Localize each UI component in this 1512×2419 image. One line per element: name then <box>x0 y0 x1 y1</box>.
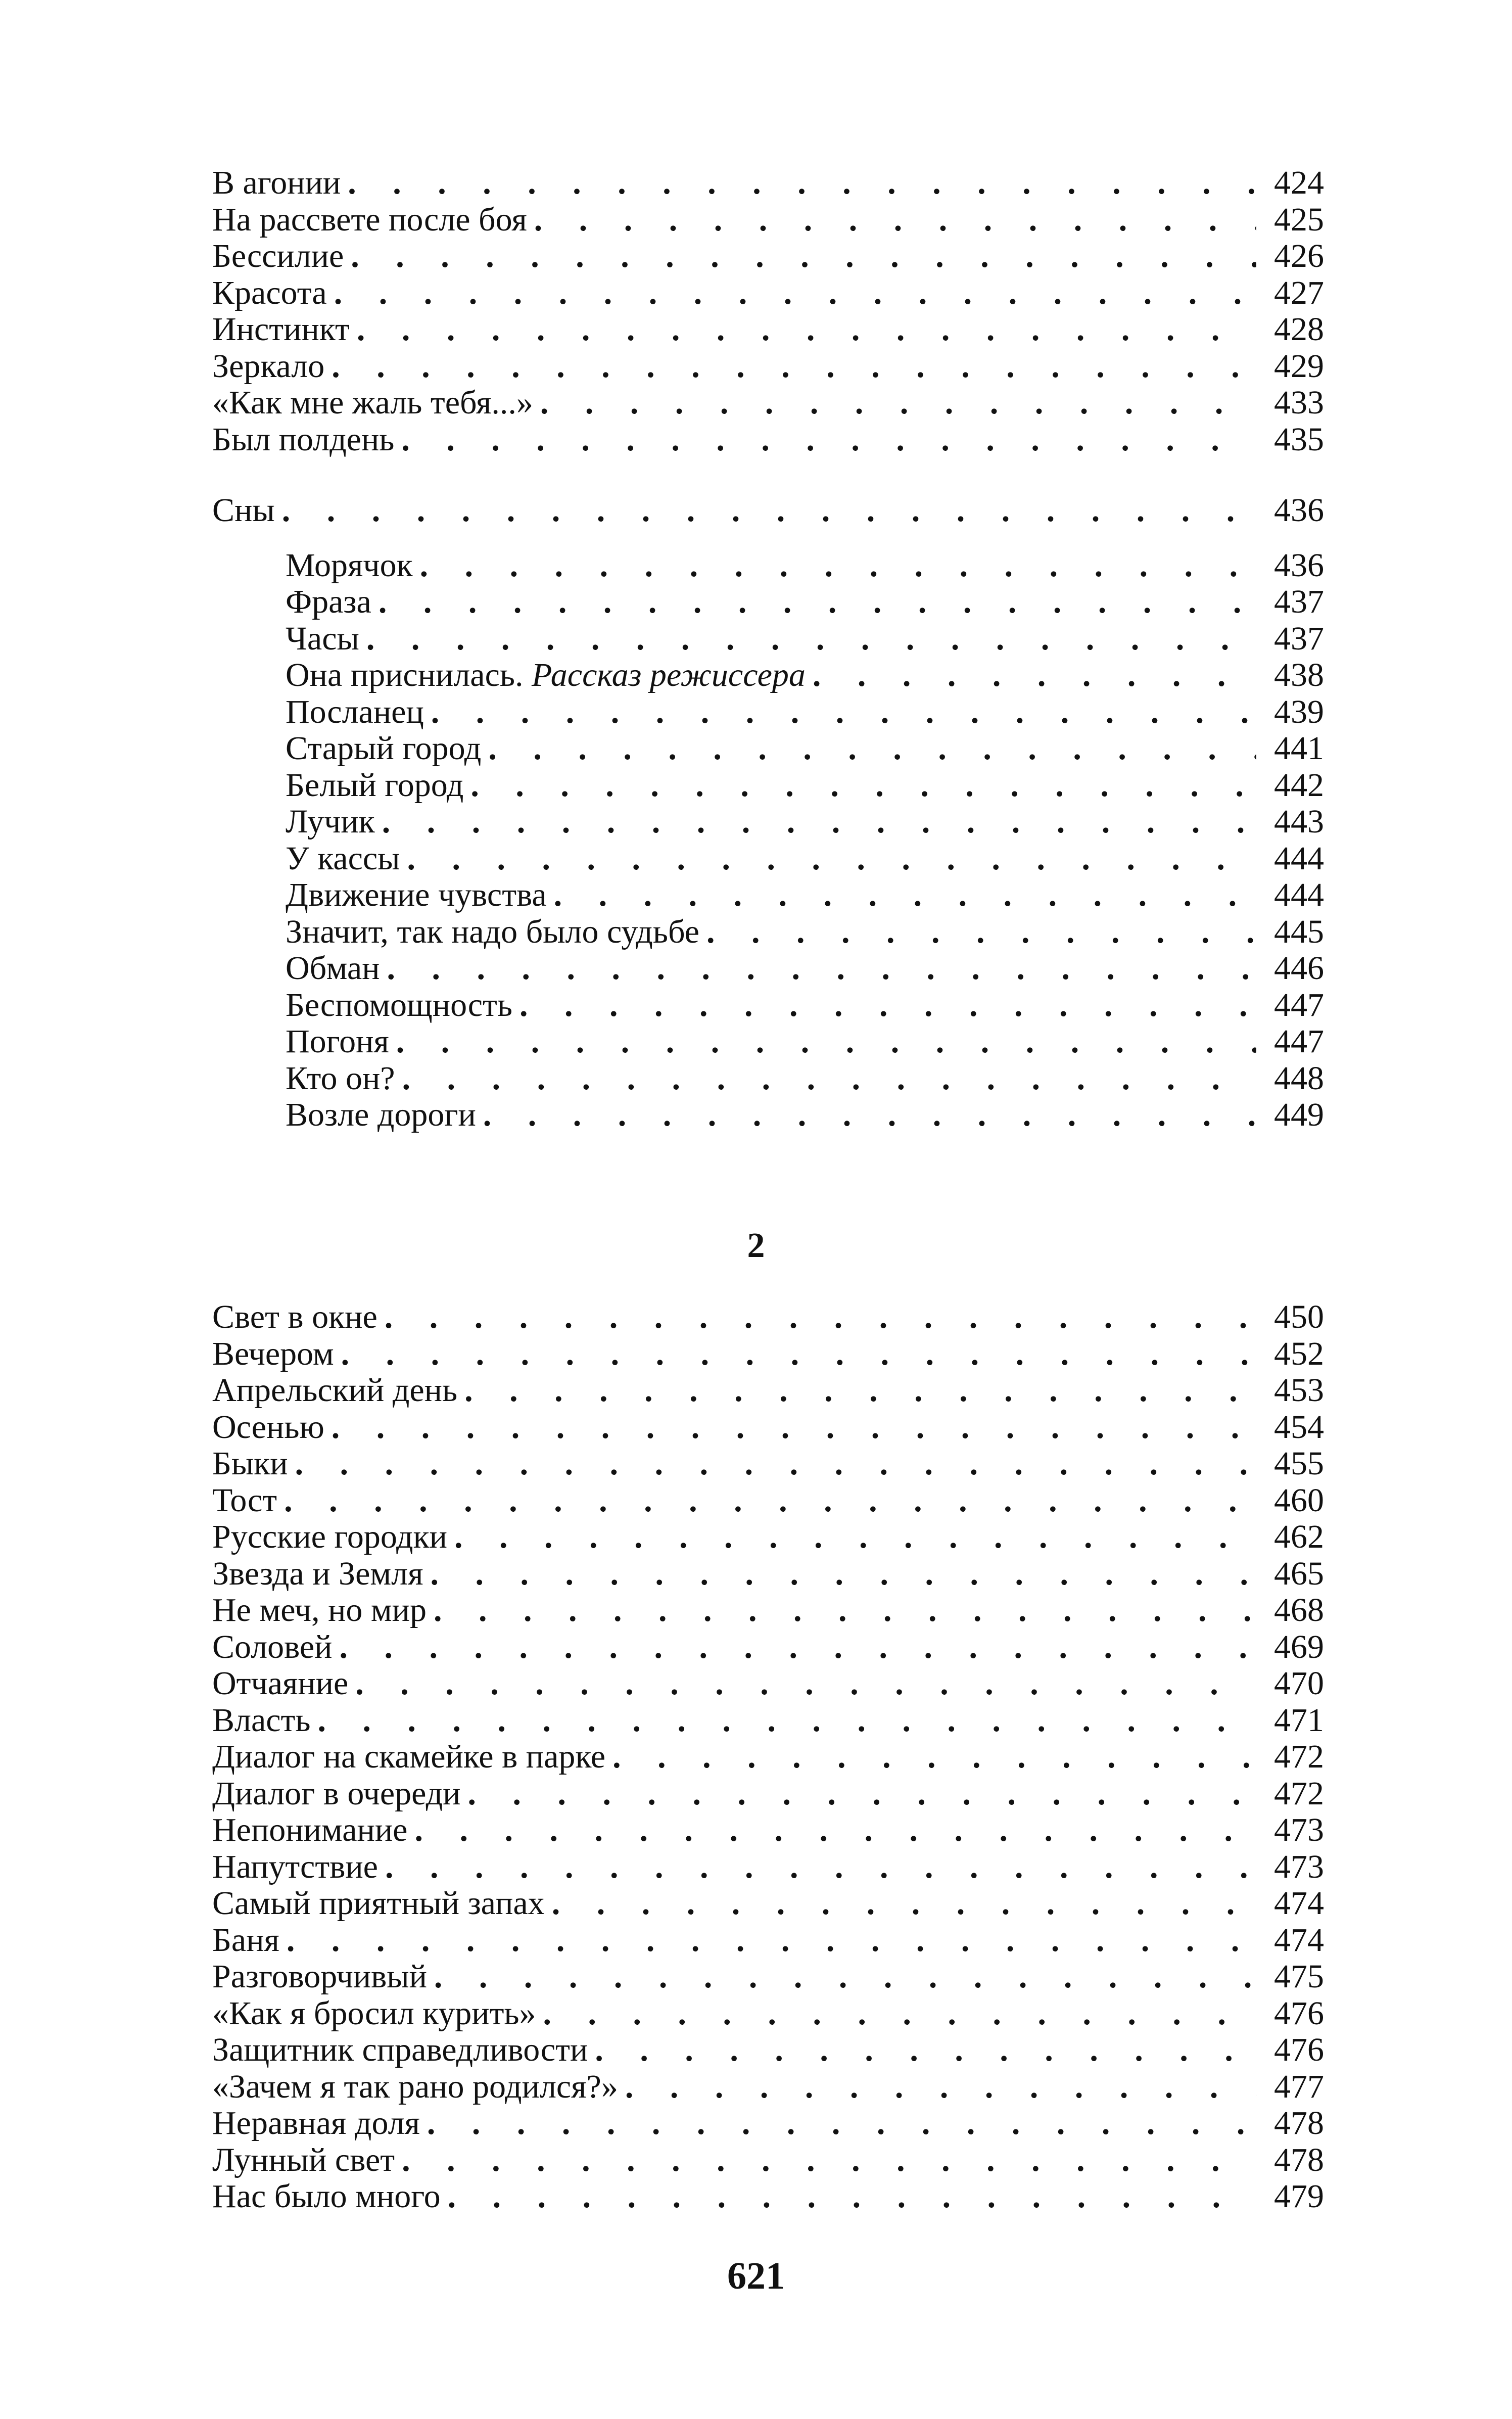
toc-entry-page: 428 <box>1274 311 1324 348</box>
toc-entry <box>212 2142 1324 2179</box>
toc-sub-entry <box>212 767 1324 804</box>
leader-dots <box>396 1024 1256 1060</box>
toc-entry-title: Отчаяние <box>212 1665 349 1702</box>
leader-dots <box>295 1446 1256 1482</box>
leader-dots <box>595 2032 1256 2069</box>
toc-entry-title <box>286 657 806 694</box>
toc-entry-title: Нас было много <box>212 2178 441 2215</box>
toc-section-title: Сны <box>212 492 275 529</box>
toc-entry <box>212 238 1324 275</box>
toc-entry-title: Старый город <box>286 730 482 767</box>
toc-entry-title: Фраза <box>286 583 371 620</box>
toc-entry-title: Апрельский день <box>212 1372 458 1409</box>
leader-dots <box>402 2142 1256 2179</box>
page-number: 621 <box>727 2255 785 2297</box>
toc-entry-title: Беспомощность <box>286 986 512 1024</box>
toc-entry-page: 443 <box>1274 803 1324 840</box>
part-number-heading: 2 <box>747 1226 765 1265</box>
toc-entry-title: «Как я бросил курить» <box>212 1994 536 2032</box>
leader-dots <box>625 2069 1256 2106</box>
toc-entry <box>212 1592 1324 1629</box>
toc-entry-title: Обман <box>286 950 380 987</box>
toc-sub-entry <box>212 804 1324 841</box>
toc-entry <box>212 1702 1324 1739</box>
toc-part-2 <box>212 1299 1324 2215</box>
toc-entry-title: Самый приятный запах <box>212 1885 545 1922</box>
toc-entry-title: Соловей <box>212 1628 333 1665</box>
leader-dots <box>334 275 1256 312</box>
toc-entry-page: 447 <box>1274 986 1324 1024</box>
toc-entry-page: 445 <box>1274 913 1324 950</box>
toc-entry <box>212 1922 1324 1959</box>
toc-entry-title: Движение чувства <box>286 876 547 913</box>
toc-entry-page: 462 <box>1274 1518 1324 1555</box>
toc-entry-page: 465 <box>1274 1555 1324 1592</box>
leader-dots <box>414 1812 1256 1849</box>
leader-dots <box>407 841 1256 877</box>
toc-entry-title: Посланец <box>286 693 424 730</box>
leader-dots <box>706 914 1256 951</box>
toc-sub-entry <box>212 621 1324 658</box>
toc-entry <box>212 1482 1324 1519</box>
toc-entry-title: Морячок <box>286 546 413 584</box>
toc-entry-page: 453 <box>1274 1372 1324 1409</box>
toc-entry-page: 435 <box>1274 421 1324 458</box>
leader-dots <box>534 202 1256 239</box>
toc-entry-title: Кто он? <box>286 1059 395 1097</box>
toc-entry-title: Защитник справедливости <box>212 2031 588 2068</box>
toc-entry-title: Не меч, но мир <box>212 1592 427 1629</box>
leader-dots <box>382 804 1256 841</box>
leader-dots <box>385 1299 1256 1336</box>
toc-entry <box>212 1885 1324 1922</box>
leader-dots <box>287 1922 1256 1959</box>
leader-dots <box>385 1849 1256 1886</box>
toc-entry-page: 476 <box>1274 2031 1324 2068</box>
leader-dots <box>366 621 1256 658</box>
leader-dots <box>464 1372 1256 1409</box>
toc-entry-page: 429 <box>1274 347 1324 385</box>
toc-entry-page: 441 <box>1274 730 1324 767</box>
leader-dots <box>470 767 1256 804</box>
leader-dots <box>519 987 1256 1024</box>
toc-entry-title: Разговорчивый <box>212 1958 427 1995</box>
toc-entry <box>212 1849 1324 1886</box>
leader-dots <box>483 1097 1256 1134</box>
toc-entry-page: 474 <box>1274 1921 1324 1959</box>
toc-entry-title: Осенью <box>212 1408 324 1446</box>
toc-entry-page: 471 <box>1274 1701 1324 1739</box>
toc-entry-title: Диалог на скамейке в парке <box>212 1738 606 1775</box>
toc-entry-title: У кассы <box>286 840 400 877</box>
toc-entry-page: 477 <box>1274 2068 1324 2105</box>
toc-entry-page: 476 <box>1274 1994 1324 2032</box>
toc-sub-entry <box>212 547 1324 584</box>
toc-entry-title: «Как мне жаль тебя...» <box>212 384 533 421</box>
toc-entry <box>212 2032 1324 2069</box>
toc-entry-page: 472 <box>1274 1738 1324 1775</box>
toc-entry <box>212 2178 1324 2215</box>
leader-dots <box>420 547 1256 584</box>
toc-entry-title: Возле дороги <box>286 1096 476 1133</box>
toc-entry-page: 444 <box>1274 840 1324 877</box>
toc-part-1 <box>212 165 1324 1134</box>
toc-entry-page: 473 <box>1274 1811 1324 1848</box>
toc-entry <box>212 165 1324 202</box>
leader-dots <box>332 1409 1256 1446</box>
toc-entry-page: 478 <box>1274 2141 1324 2178</box>
toc-entry-page: 475 <box>1274 1958 1324 1995</box>
toc-entry-title-italic: Рассказ режиссера <box>531 657 806 693</box>
toc-entry <box>212 422 1324 458</box>
toc-entry <box>212 1519 1324 1556</box>
toc-entry-title: Свет в окне <box>212 1298 377 1335</box>
toc-entry-title: Белый город <box>286 766 464 804</box>
toc-section-page: 436 <box>1274 492 1324 529</box>
leader-dots <box>552 1885 1256 1922</box>
toc-entry-page: 455 <box>1274 1445 1324 1482</box>
toc-entry-page: 478 <box>1274 2105 1324 2142</box>
leader-dots <box>341 1336 1256 1373</box>
leader-dots <box>348 165 1256 202</box>
toc-entry-page: 448 <box>1274 1059 1324 1097</box>
leader-dots <box>448 2178 1256 2215</box>
leader-dots <box>434 1592 1256 1629</box>
toc-entry-page: 436 <box>1274 546 1324 584</box>
toc-sub-entry <box>212 694 1324 731</box>
toc-entry <box>212 1446 1324 1482</box>
toc-sub-entry <box>212 1024 1324 1060</box>
toc-entry-page: 425 <box>1274 201 1324 238</box>
toc-entry-title: Часы <box>286 620 359 657</box>
leader-dots <box>554 877 1256 914</box>
toc-entry-title: Был полдень <box>212 421 395 458</box>
toc-sub-entry <box>212 841 1324 877</box>
toc-entry-page: 437 <box>1274 583 1324 620</box>
leader-dots <box>282 492 1256 529</box>
toc-entry-title: Напутствие <box>212 1848 378 1885</box>
toc-entry-title: Инстинкт <box>212 311 350 348</box>
leader-dots <box>401 422 1256 458</box>
toc-entry-page: 473 <box>1274 1848 1324 1885</box>
toc-entry-title: «Зачем я так рано родился?» <box>212 2068 618 2105</box>
toc-entry <box>212 1629 1324 1666</box>
toc-entry <box>212 348 1324 385</box>
toc-entry-title: Непонимание <box>212 1811 408 1848</box>
toc-entry-page: 452 <box>1274 1335 1324 1372</box>
toc-entry <box>212 1336 1324 1373</box>
toc-sub-entry <box>212 877 1324 914</box>
leader-dots <box>488 730 1256 767</box>
toc-entry-page: 469 <box>1274 1628 1324 1665</box>
toc-entry-title: Красота <box>212 274 327 311</box>
toc-entry-page: 426 <box>1274 238 1324 274</box>
toc-entry <box>212 1665 1324 1702</box>
toc-entry-page: 447 <box>1274 1023 1324 1060</box>
leader-dots <box>540 385 1256 422</box>
leader-dots <box>612 1739 1256 1776</box>
toc-entry-page: 470 <box>1274 1665 1324 1702</box>
toc-entry-title: Тост <box>212 1481 277 1519</box>
toc-entry-page: 450 <box>1274 1298 1324 1335</box>
toc-sub-entry <box>212 1097 1324 1134</box>
toc-sub-entry <box>212 657 1324 694</box>
toc-entry <box>212 1299 1324 1336</box>
toc-entry-page: 460 <box>1274 1481 1324 1519</box>
toc-entry <box>212 1372 1324 1409</box>
leader-dots <box>427 2105 1256 2142</box>
toc-entry-page: 468 <box>1274 1592 1324 1629</box>
toc-entry <box>212 1409 1324 1446</box>
toc-entry-page: 442 <box>1274 766 1324 804</box>
toc-entry-title: Русские городки <box>212 1518 447 1555</box>
toc-entry-title: Быки <box>212 1445 288 1482</box>
toc-entry-page: 424 <box>1274 164 1324 201</box>
leader-dots <box>339 1629 1256 1666</box>
toc-sub-entry <box>212 987 1324 1024</box>
toc-entry <box>212 1556 1324 1593</box>
leader-dots <box>454 1519 1256 1556</box>
toc-entry <box>212 202 1324 239</box>
toc-sub-entry <box>212 914 1324 951</box>
toc-entry <box>212 1812 1324 1849</box>
toc-entry-title: Лунный свет <box>212 2141 395 2178</box>
toc-entry-page: 454 <box>1274 1408 1324 1446</box>
toc-entry-page: 444 <box>1274 876 1324 913</box>
toc-entry-title-roman: Она приснилась. <box>286 657 524 693</box>
toc-entry <box>212 385 1324 422</box>
leader-dots <box>434 1959 1256 1995</box>
toc-entry-page: 438 <box>1274 657 1324 693</box>
toc-entry <box>212 1995 1324 2032</box>
toc-entry-title: Значит, так надо было судьбе <box>286 913 699 950</box>
toc-sub-entry <box>212 584 1324 621</box>
toc-entry <box>212 1739 1324 1776</box>
leader-dots <box>468 1776 1257 1812</box>
toc-entry <box>212 311 1324 348</box>
toc-entry-title: Бессилие <box>212 238 344 274</box>
toc-entry-page: 433 <box>1274 384 1324 421</box>
leader-dots <box>357 311 1256 348</box>
toc-entry-title: Звезда и Земля <box>212 1555 423 1592</box>
leader-dots <box>387 950 1256 987</box>
toc-entry-title: Вечером <box>212 1335 334 1372</box>
toc-entry-title: Баня <box>212 1921 279 1959</box>
toc-entry-page: 474 <box>1274 1885 1324 1922</box>
leader-dots <box>318 1702 1257 1739</box>
toc-sub-entry <box>212 730 1324 767</box>
leader-dots <box>543 1995 1256 2032</box>
toc-entry <box>212 275 1324 312</box>
leader-dots <box>351 238 1256 275</box>
toc-entry-title: Власть <box>212 1701 311 1739</box>
leader-dots <box>379 584 1256 621</box>
toc-entry <box>212 2105 1324 2142</box>
leader-dots <box>430 1556 1256 1593</box>
leader-dots <box>355 1665 1256 1702</box>
toc-entry <box>212 2069 1324 2106</box>
toc-entry-page: 446 <box>1274 950 1324 987</box>
toc-entry-page: 427 <box>1274 274 1324 311</box>
toc-entry-page: 479 <box>1274 2178 1324 2215</box>
toc-entry-page: 472 <box>1274 1775 1324 1812</box>
toc-entry-page: 439 <box>1274 693 1324 730</box>
leader-dots <box>402 1060 1256 1097</box>
toc-entry <box>212 1959 1324 1995</box>
toc-sub-entry <box>212 950 1324 987</box>
toc-sub-entry <box>212 1060 1324 1097</box>
toc-entry-title: Диалог в очереди <box>212 1775 461 1812</box>
toc-entry <box>212 1776 1324 1812</box>
toc-entry-title: На рассвете после боя <box>212 201 527 238</box>
leader-dots <box>813 657 1256 694</box>
leader-dots <box>332 348 1256 385</box>
leader-dots <box>284 1482 1256 1519</box>
toc-entry-page: 449 <box>1274 1096 1324 1133</box>
toc-entry-title: Зеркало <box>212 347 325 385</box>
toc-entry-title: Лучик <box>286 803 375 840</box>
toc-entry-title: В агонии <box>212 164 341 201</box>
leader-dots <box>431 694 1256 731</box>
toc-section-entry <box>212 492 1324 529</box>
toc-entry-title: Погоня <box>286 1023 389 1060</box>
toc-entry-page: 437 <box>1274 620 1324 657</box>
toc-entry-title: Неравная доля <box>212 2105 420 2142</box>
